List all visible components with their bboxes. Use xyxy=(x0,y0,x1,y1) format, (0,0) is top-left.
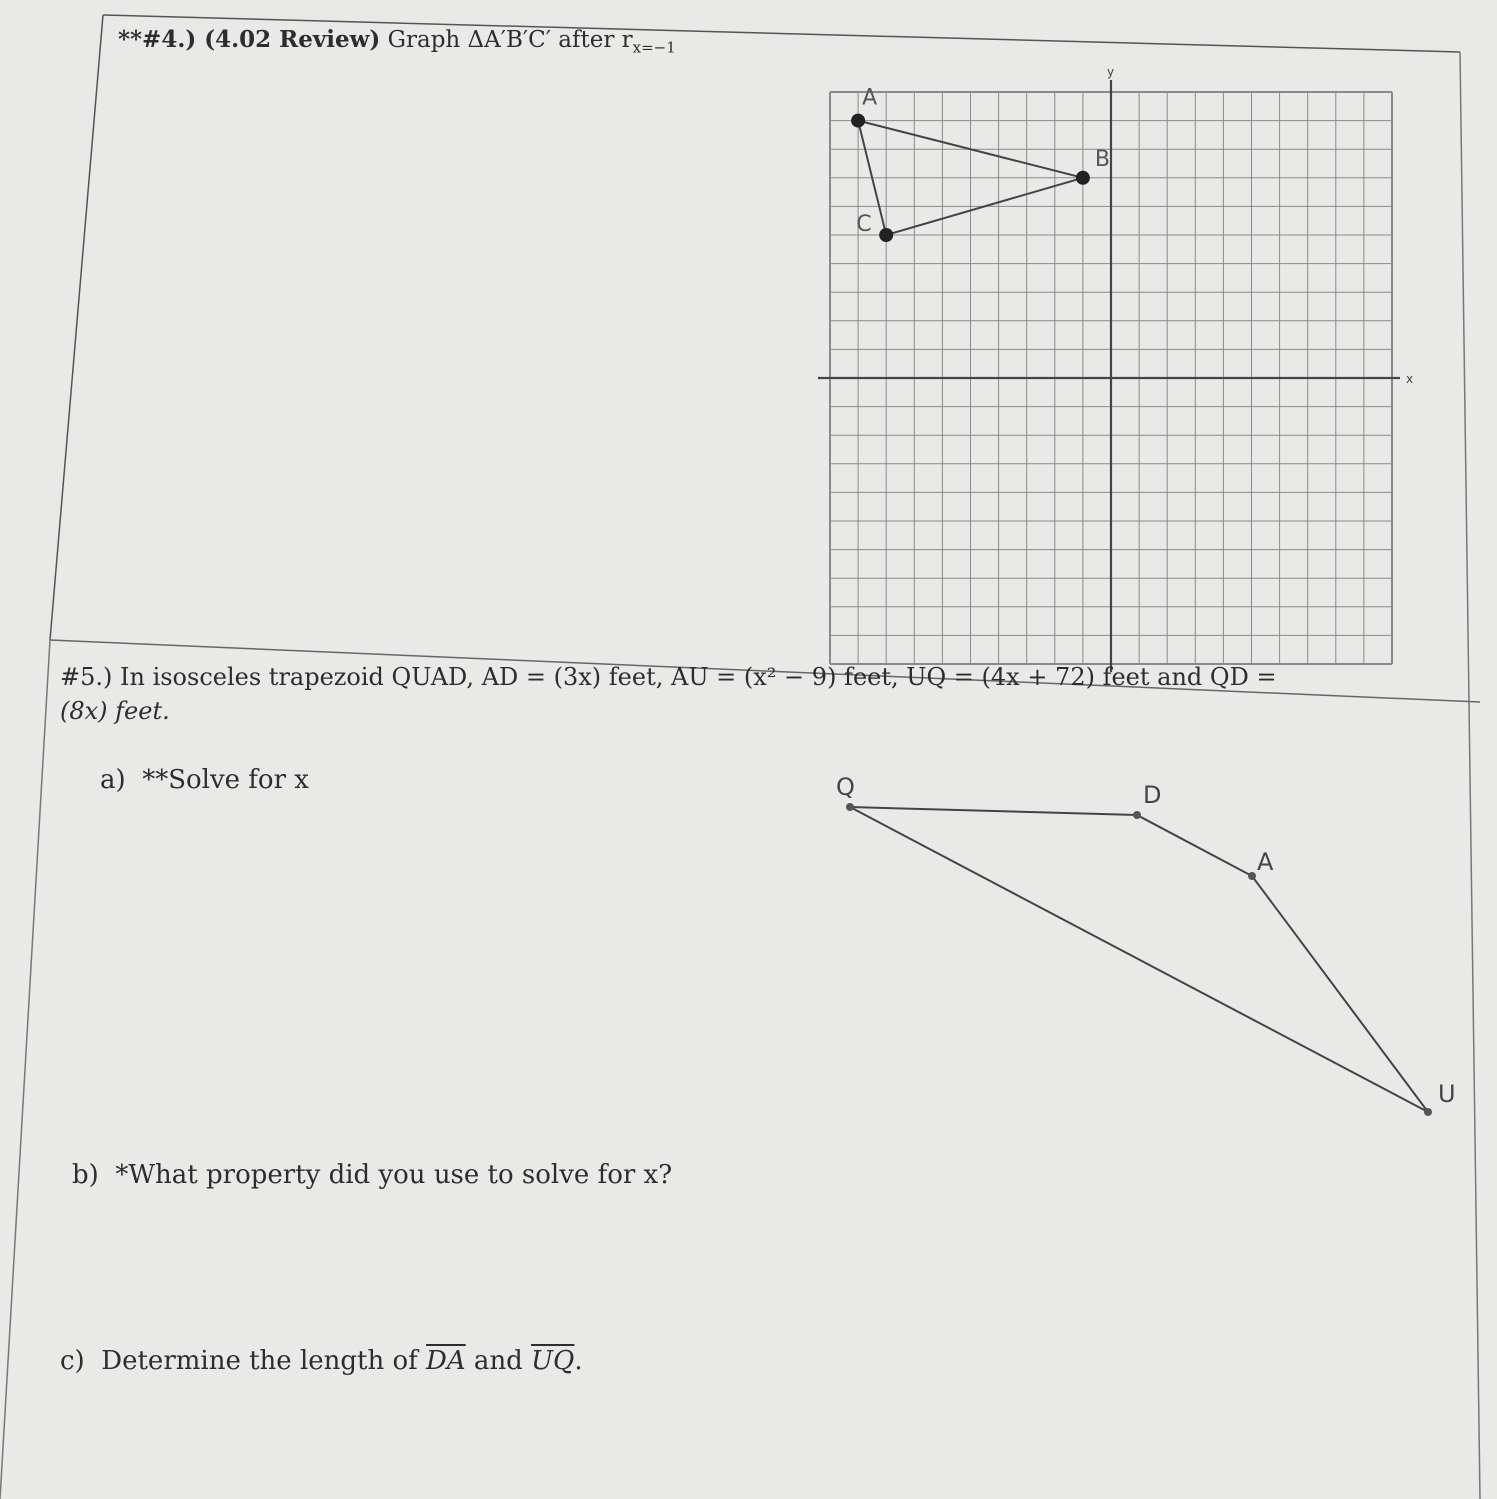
label-d: D xyxy=(1143,781,1162,809)
x-axis-label: x xyxy=(1406,372,1414,386)
part-a-text: **Solve for x xyxy=(142,765,309,795)
part-c-letter: c) xyxy=(60,1346,85,1376)
vertex-c-label: C xyxy=(856,212,872,237)
label-a: A xyxy=(1257,848,1274,876)
part-b-text: *What property did you use to solve for x? xyxy=(115,1160,673,1190)
q4-title-text: Graph ΔA′B′C′ after r xyxy=(380,27,633,53)
part-b-letter: b) xyxy=(72,1160,99,1190)
q5-statement-cont: (8x) feet. xyxy=(60,697,170,725)
trapezoid-outline xyxy=(850,807,1428,1112)
part-c-text-after: . xyxy=(574,1346,583,1376)
segment-uq: $\overline{UQ}$ xyxy=(531,1346,575,1376)
vertex-d xyxy=(1133,811,1141,819)
q4-title-subscript: x=−1 xyxy=(632,38,676,57)
vertex-a xyxy=(1248,872,1256,880)
q5-statement: #5.) In isosceles trapezoid QUAD, AD = (3x) feet, AU = (x² − 9) feet, UQ = (4x + 72) feet and QD = xyxy=(60,663,1277,691)
part-c-text-mid: and xyxy=(465,1346,532,1376)
vertex-q xyxy=(846,803,854,811)
vertex-a-label: A xyxy=(862,85,878,111)
segment-da: $\overline{DA}$ xyxy=(426,1346,466,1376)
part-a-letter: a) xyxy=(100,765,126,795)
y-axis-label: y xyxy=(1107,65,1115,79)
label-q: Q xyxy=(836,773,855,801)
q4-title-prefix: **#4.) (4.02 Review) xyxy=(118,26,381,53)
vertex-b-label: B xyxy=(1094,146,1110,172)
vertex-u xyxy=(1424,1108,1432,1116)
label-u: U xyxy=(1438,1080,1456,1108)
part-c-text-before: Determine the length of xyxy=(101,1346,427,1376)
